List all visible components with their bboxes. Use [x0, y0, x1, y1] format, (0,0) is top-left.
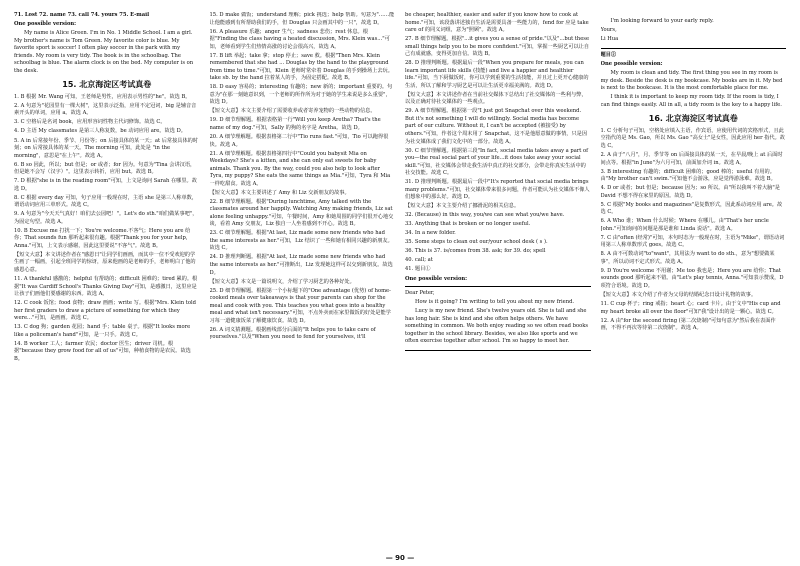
answer-item: 23. C 细节理解题。根据"At last, Liz made some new friends who had the same interests as her."可知，Liz 结识了一些和她有相同兴趣的新朋友。故选 C。: [209, 230, 393, 252]
answer-item: 17. B lift 举起；take 拿；stop 停止；save 救。根据"Then Mrs. Klein remembered that she had ... Douglas by the hand to the playground from time to time."可知，Klein 老师时常牵着 Douglas 的手到操场上去玩。take sb. by the hand 拉着某人的手，为固定搭配。故选 B。: [209, 52, 393, 82]
answer-item: 30. C 细节理解题。根据第三段"In fact, social media takes away a part of you—the real social part of your life...it does take away your social skill."可知，社交媒体会带走我生活中真正的社交部分，会带走你真实生活中的社交技能。故选 C。: [405, 147, 589, 177]
answer-item: 25. D 细节理解题。根据第一个小标题下的"One advantage (优势) of home-cooked meals over takeaways is that your parents can shop for the meal and cook with you. This teaches you what goes into a healthy meal and what isn't necessary."可知，不点外卖而在家里做饭的好处是能学习每一道健康饭菜了解健康饮食。故选 D。: [209, 287, 391, 324]
answer-list: [601, 128, 787, 333]
version-label: One possible version:: [405, 275, 468, 282]
answer-list: [210, 12, 396, 342]
answer-list: [405, 12, 591, 274]
answer-item: 28. D 推理判断题。根据最后一段"When you prepare for meals, you can learn important life skills (技能) and live a happier and healthier life."可知，当下厨做饭时，你可以学到重要的生活技能，并且过上更开心健康的生活，所以了解和学习厨艺是可以让生活更幸福美满的。故选 D。: [405, 60, 589, 89]
essay: [14, 30, 200, 75]
section-title: 15. 北京海淀区考试真卷: [62, 80, 152, 90]
answer-item: 2. A 句意为"花园里有一棵大树"，这里表示泛指，应用不定冠词，big 是辅音音素开头的单词，应用 a。故选 A。: [14, 102, 197, 117]
answer-item: 26. A 词义猜测题。根据画线部分后面的"It helps you to take care of yourselves."以及"When you need to fend for yourselves, it'll: [209, 326, 376, 341]
answer-item: 11. C cup 杯子；ring 戒指；heart 心；card 卡片。由于文中"His cup and my heart broke all over the floor"可知"我"设计出的是一颗心。故选 C。: [600, 301, 781, 315]
answer-item: 【短文大意】本文主要介绍了挪滑泥的相关信息。: [405, 203, 520, 210]
answer-item: 32. (Because) in this way, you/we can see what you/we have.: [405, 212, 565, 219]
answer-item: 5. C 根据"My books and magazines"是复数形式，因此系动词应用 are。故选 C。: [600, 201, 783, 216]
answer-item: 2. A 由于"八月"，月、季节等 on 后面接具体的某一天，在早晨/晚上 at 后面时间点等。根据"in June"为六月可知，前面加介词 in。故选 A。: [600, 152, 783, 166]
answer-item: 12. C cook 饭馆；food 食物；draw 画画；write 写。根据"Mrs. Klein told her first graders to draw a picture of something for which they were..."可知，是画画。故选 C。: [14, 300, 196, 322]
topic-label: 题目②: [600, 52, 617, 59]
answer-item: 13. C dog 狗；garden 花园；hand 手；table 桌子。根据"It looks more like a policeman's hand"可知，是一只手。故选 C。: [14, 324, 191, 338]
answer-item: 19. D 细节理解题。根据表格第一行"Will you keep Aretha? That's the name of my dog."可知，Sally 的狗的名字是 Aretha。故选 D。: [209, 117, 381, 131]
answer-item: 【短文大意】本文主要介绍了需要收养或者寄养宠物的一些动物的信息。: [209, 108, 376, 115]
answer-item: 34. In a new folder.: [405, 230, 456, 237]
answer-item: 31. D 推理判断题。根据最后一段中"It's reported that social media brings many problems."可知，社交媒体带来很多问题，作者可能认为社交媒体不像人们想象中的那么好。故选 D。: [405, 179, 590, 201]
answer-item: 10. B Excuse me 打扰一下；You're welcome.不客气；Here you are 给你；That sounds fun 那听起来很有趣。根据"Thank you for your help, Anna."可知，上文表示感谢，因此这里要说"不客气"。故选 B。: [14, 227, 191, 249]
answer-item: 1. B 根据 Mr. Wang 可知，王老师是男性，应用表示男性的"he"。故选 B。: [14, 93, 191, 100]
answer-item: 6. A Who 谁；When 什么时候；Where 在哪儿。由"That's her uncle John."可知询问的问题是那是谁和 Linda 说话"。故选 A。: [600, 218, 769, 232]
essay-paragraph: I think it is important to keep my room tidy. If the room is tidy, I can find things easily. All in all, a tidy room is the key to a happy life.: [600, 94, 782, 108]
answer-item: 36. This is 37. is/comes from 38. ask; for 39. do; spell: [405, 248, 546, 255]
answer-item: 【短文大意】本文讲述作者在当前社交媒体下总结出了社交媒体的一些利与弊，以及正确对待社交媒体的一些观点。: [405, 91, 587, 106]
letter-signature: Li Hua: [600, 36, 619, 43]
answer-item: 29. A 细节理解题。根据第一段"I just got Snapchat over this weekend. But it's not something I will do willingly. Social media has become part of our culture. Without it, I can't be accepted (被接受) by others."可知，作者这个周末用了 Snapchat，这不是他愿意做的事情，只是因为社交媒体成了我们文化中的一部分。故选 A。: [405, 108, 588, 145]
answer-item: 3. B interesting 有趣的；difficult 困难的；good 棒的；useful 有用的。由"My brother can't swim."可知他不会游泳，应是觉得游泳难。故选 B。: [600, 168, 776, 183]
answer-item: 5. A in 后常接年份、季节、月份等；on 后接具体的某一天；at 后常接具体的时刻；on 后常接具体的某一天。The morning 可知，此处是 "in the morning"，意思是"在上午"。故选 A。: [14, 137, 199, 159]
column-3: [405, 12, 591, 542]
column-4: [601, 12, 787, 542]
letter-closing: Yours,: [600, 27, 617, 34]
answer-item: 7. D 根据"she is in the reading room"可知，上文是询问 Sarah 在哪里。故选 D。: [14, 178, 197, 192]
columns: [14, 12, 786, 542]
answer-item: 8. C 根据 every day 可知，句子应用一般现在时，主语 she 是第三人称单数，谓语动词应用三单形式。故选 C。: [14, 194, 198, 209]
answer-item: 22. B 细节理解题。根据"During lunchtime, Amy talked with the classmates around her happily. Watching Amy making friends, Liz sat alone feeling unhappy."可知，午餐时间，Amy 和她周围的同学们很开心地交谈，看着 Amy 交朋友，Liz 独自一人坐着感到不开心。故选 B。: [209, 198, 394, 228]
section-title: 16. 北京海淀区考试真卷: [648, 114, 738, 124]
essay-paragraph: My name is Alice Green. I'm in No. 1 Middle School. I am a girl. My brother's name is Tom Green. My favorite color is blue. My favorite sport is soccer! I often play soccer in the park with my friends. My room is very tidy. The book is in the schoolbag. The schoolbag is blue. The alarm clock is on the bed. My computer is on the desk.: [14, 30, 194, 74]
answer-item: 4. D or 或者；but 但是；because 因为；so 所以。由"所以我叫不着大脑"是 David 不想不得在家里的原因。故选 D。: [600, 185, 780, 199]
answer-item: 20. A 细节理解题。根据表格第二行中"Tio runs fast."可知，Tio 可以跑得很快。故选 A。: [209, 133, 389, 148]
answer-item: 41. 题目①: [405, 266, 431, 273]
answer-item: 14. B worker 工人；farmer 农民；doctor 医生；driver 司机。根据"because they grow food for all of us"可知，种植食物的是农民。故选 B。: [14, 340, 191, 362]
answer-item: 40. call; at: [405, 257, 433, 264]
answer-line: 71. Lost 72. name 73. call 74. yours 75. E-mail: [14, 12, 150, 18]
answer-item: 9. D You're welcome 不用谢；Me too 我也是；Here you are 给你；That sounds good 那听起来不错。由"Let's play tennis, Anna."可知表示赞成，D 项符合语境。故选 D。: [600, 267, 784, 289]
answer-item: 3. C 空格后是名词 book，应用形容词性物主代词修饰。故选 C。: [14, 119, 166, 126]
answer-item: 12. A 由"for the second firing (第二次烧制)"可知句意为"然后我在表面作画，不得不再次等待第二次烧制"。故选 A。: [600, 317, 776, 332]
answer-item: 1. C 分析句子可知，空格处应填入主语，作宾语，应使用代词的宾格形式，且此空指代的是 Ms. Gao，所以 Ms. Gao "高女士"是女性，因此应用 her 指代。故选 C。: [600, 127, 785, 149]
answer-item: 4. D 主语 My classmates 是第三人称复数，be 动词应用 are。故选 D。: [14, 128, 186, 135]
page-number: — 90 —: [385, 554, 415, 562]
letter-paragraph: Lucy is my new friend. She's twelve years old. She is tall and she has long hair. She is kind and she often helps others. We have something in common. We both enjoy reading so we often read books together in the school library. Besides, we also like sports and we often exercise together after school. I'm so happy to meet her.: [405, 308, 589, 345]
answer-item: 【短文大意】本文讲述作者在"感恩日"让同学们画画，而其中一位不受欢迎的学生画了一幅画，引起全班同学的惊讶，原来他画的是老师的手，老师明白了他的感恩心意。: [14, 251, 196, 273]
answer-item: 33. Anything that is broken or no longer useful.: [405, 221, 531, 228]
answer-item: 6. B so 因此，所以；but 但是；or 或者；for 因为。句意为"Tina 会讲汉语，但是她不会写（汉字）"。这里表示转折，应用 but。故选 B。: [14, 161, 196, 176]
answer-item: 18. D easy 容易的；interesting 有趣的；new 新的；important 重要的。句意为"在那一刻她意识到，一个老师的所作所为对于她的学生来说是多么重要"，故选 D。: [209, 84, 393, 106]
answer-item: 7. C 由"often (经常)"可知，本句时态为一般现在时，主语为"Mike"，谓语动词用第三人称单数形式 goes。故选 C。: [600, 234, 785, 249]
answer-item: 24. D 推理判断题。根据"At last, Liz made some new friends who had the same interests as her."可推断出，Liz 发现她这样可以交到新朋友。故选 D。: [209, 254, 393, 276]
answer-item: 11. A thankful 感激的；helpful 有帮助的；difficult 困难的；tired 累的。根据"It was Cardiff School's Thanks Giving Day"可知，是感激日，这里应是让孩子们画他们要感谢的东西。故选 A。: [14, 276, 198, 298]
version-label: One possible version:: [600, 61, 663, 68]
answer-item: 【短文大意】本文是一篇说明文，介绍了学习厨艺的各种好处。: [209, 278, 355, 285]
answer-list: [14, 94, 200, 364]
letter-greeting: Dear Peter,: [405, 290, 435, 297]
letter-box-end: [601, 15, 787, 49]
essay-paragraph: My room is clean and tidy. The first thing you see in my room is my desk. Beside the desk is my bookcase. My books are in it. My bed is next to the bookcase. It is the most comfortable place for me.: [600, 70, 783, 92]
answer-item: 35. Some steps to clean out our/your school desk ( s ).: [405, 239, 548, 246]
answer-item: 21. A 细节理解题。根据表格第四行中"Could you babysit Mia on Weekdays? She's a kitten, and she can only eat sweets for baby animals. Thank you. By the way, could you also help to look after Tyra, my puppy? She eats the same things as Mia."可知，Tyra 和 Mia 一样吃甜食。故选 A。: [209, 150, 391, 187]
letter-box: [405, 286, 591, 351]
letter-paragraph: How is it going? I'm writing to tell you about my new friend.: [415, 299, 575, 306]
answer-item: be cheaper, healthier, easier and safer if you know how to cook at home."可知，该段落讲述独自生活是需要具备一些能力的，fend for 应是 take care of 的同义词组，意为"照顾"。故选 A。: [405, 12, 589, 34]
column-2: [210, 12, 396, 542]
letter-closing-line: I'm looking forward to your early reply.: [610, 18, 714, 24]
answer-item: 【短文大意】本文介绍了作者为父母的结婚纪念日设计礼物的故事。: [600, 292, 757, 299]
answer-item: 9. A 句意为"今天天气真好！咱们去公园吧！"。Let's do sth."咱们做某事吧"，为固定句型。故选 A。: [14, 211, 198, 225]
version-label: One possible version:: [14, 21, 77, 28]
answer-item: 15. D make 做饭；understand 理解；pick 挑选；help 帮助。句意为"……能让他能感到有所帮助我们的手，但 Douglas 只会画其中的一只"，故选 D。: [209, 12, 395, 26]
answer-item: 8. A 由不可数动词"to"want"，其用法为 want to do sth.，意为"想要做某事"，所以动词不定式形式。故选 A。: [600, 251, 775, 265]
answer-item: 【短文大意】本文主要讲述了 Amy 和 Liz 交新朋友的故事。: [209, 189, 350, 196]
answer-item: 16. A pleasure 乐趣；anger 生气；sadness 悲伤；rest 休息。根据"Finding the class having a heated discussion, Mrs. Klein was..."可知，老师看到学生们热情高涨的讨论会很高兴，故选 A。: [209, 28, 390, 50]
answer-item: 27. B 细节理解题。根据"...it gives you a sense of pride."以及"...but these small things help you to be more confident."可知，掌握一些厨艺可以让自己有成就感，变得更加自信。故选 B。: [405, 36, 590, 58]
column-1: [14, 12, 200, 542]
